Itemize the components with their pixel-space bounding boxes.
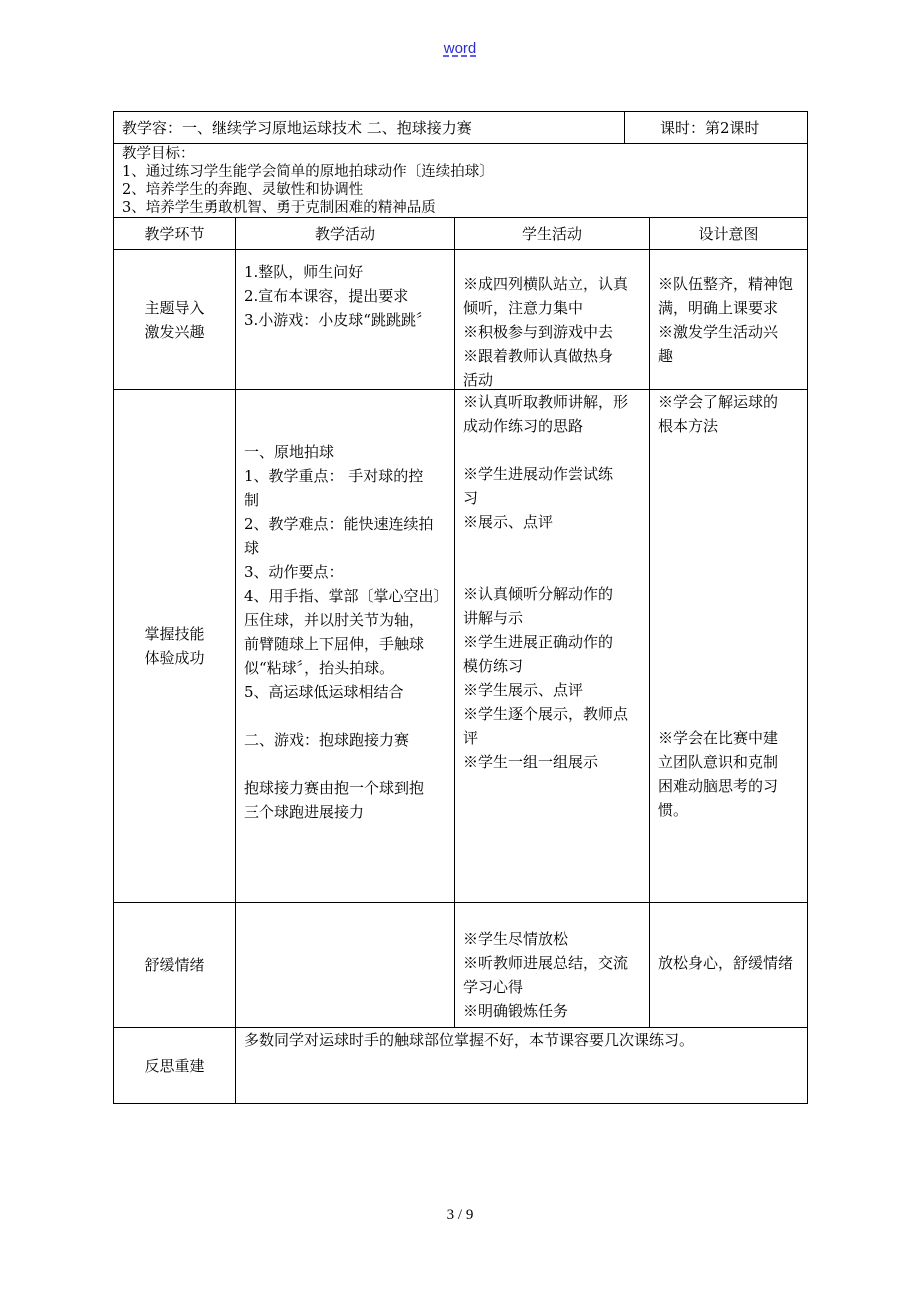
spacer xyxy=(244,704,446,728)
teaching-line: 2.宣布本课容，提出要求 xyxy=(244,287,409,305)
page-number: 3 / 9 xyxy=(446,1207,474,1223)
student-activity xyxy=(455,903,650,1027)
reflection-name: 反思重建 xyxy=(114,1028,236,1103)
student-line: ※明确锻炼任务 xyxy=(463,1002,569,1020)
student-line: 活动 xyxy=(463,371,494,389)
goal-item: 2、培养学生的奔跑、灵敏性和协调性 xyxy=(122,182,364,198)
teaching-line: 球 xyxy=(244,539,260,557)
spacer xyxy=(463,534,641,558)
teaching-activity xyxy=(236,390,455,902)
period-cell xyxy=(625,112,807,143)
intent-line: 根本方法 xyxy=(658,417,719,435)
intent-line: ※学会在比赛中建 xyxy=(658,729,779,747)
goal-item: 1、通过练习学生能学会简单的原地拍球动作〔连续拍球〕 xyxy=(122,164,494,180)
goal-item: 3、培养学生勇敢机智、勇于克制困难的精神品质 xyxy=(122,200,436,216)
spacer xyxy=(658,438,799,726)
lesson-plan-table xyxy=(113,111,808,1104)
teaching-line: 抱球接力赛由抱一个球到抱 xyxy=(244,779,425,797)
content-label: 教学容：一、继续学习原地运球技术 二、抱球接力赛 xyxy=(122,119,472,137)
teaching-activity xyxy=(236,903,455,1027)
header-student: 学生活动 xyxy=(455,218,650,249)
student-line: ※学生一组一组展示 xyxy=(463,753,599,771)
section-name-line: 掌握技能 xyxy=(144,625,205,643)
teaching-line: 3、动作要点： xyxy=(244,563,344,581)
student-line: ※认真倾听分解动作的 xyxy=(463,585,614,603)
section-name-line: 舒缓情绪 xyxy=(144,956,205,974)
teaching-line: 1.整队，师生问好 xyxy=(244,263,364,281)
student-line: ※认真听取教师讲解，形 xyxy=(463,393,629,411)
design-intent xyxy=(650,903,807,1027)
section-name-line: 主题导入 xyxy=(144,298,205,317)
teaching-line: 似“粘球〞，抬头拍球。 xyxy=(244,659,395,677)
goals-cell xyxy=(114,144,807,217)
header-word-link[interactable]: word xyxy=(443,40,477,57)
period-label: 课时：第2课时 xyxy=(660,119,760,137)
teaching-line: 1、教学重点： 手对球的控 xyxy=(244,467,424,485)
student-line: ※学生展示、点评 xyxy=(463,681,584,699)
student-line: 习 xyxy=(463,489,479,507)
section-relax xyxy=(114,903,807,1028)
reflection-text: 多数同学对运球时手的触球部位掌握不好，本节课容要几次课练习。 xyxy=(244,1031,695,1049)
student-line: ※跟着教师认真做热身 xyxy=(463,347,614,365)
header-intent: 设计意图 xyxy=(698,224,759,243)
student-line: ※听教师进展总结，交流 xyxy=(463,954,629,972)
section-name-line: 体验成功 xyxy=(144,649,205,667)
goals-row xyxy=(114,144,807,218)
section-name-line: 激发兴趣 xyxy=(144,322,205,341)
teaching-line: 5、高运球低运球相结合 xyxy=(244,683,404,701)
header-stage: 教学环节 xyxy=(114,218,236,249)
student-line: ※展示、点评 xyxy=(463,513,554,531)
spacer xyxy=(463,558,641,582)
intent-line: ※激发学生活动兴 xyxy=(658,323,779,341)
intent-line: ※队伍整齐，精神饱 xyxy=(658,275,794,293)
teaching-activity xyxy=(236,250,455,389)
section-intro xyxy=(114,250,807,390)
student-line: 模仿练习 xyxy=(463,657,524,675)
section-name xyxy=(114,903,236,1027)
goals-title: 教学目标： xyxy=(122,146,195,162)
intent-line: 惯。 xyxy=(658,801,689,819)
teaching-line: 3.小游戏：小皮球“跳跳跳〞 xyxy=(244,311,431,329)
spacer xyxy=(244,752,446,776)
section-skill xyxy=(114,390,807,903)
intent-line: 困难动脑思考的习 xyxy=(658,777,779,795)
student-line: 成动作练习的思路 xyxy=(463,417,584,435)
student-line: ※学生进展正确动作的 xyxy=(463,633,614,651)
student-activity xyxy=(455,250,650,389)
intent-line: 满，明确上课要求 xyxy=(658,299,779,317)
section-reflection xyxy=(114,1028,807,1103)
teaching-line: 制 xyxy=(244,491,260,509)
header-row xyxy=(114,218,807,250)
intent-line: 立团队意识和克制 xyxy=(658,753,779,771)
student-line: 学习心得 xyxy=(463,978,524,996)
student-line: ※成四列横队站立，认真 xyxy=(463,275,629,293)
teaching-line: 前臂随球上下屈伸，手触球 xyxy=(244,635,425,653)
content-cell xyxy=(114,112,625,143)
header-teaching: 教学活动 xyxy=(236,218,455,249)
reflection-text-cell xyxy=(236,1028,807,1103)
section-name xyxy=(114,390,236,902)
intent-line: 放松身心，舒缓情绪 xyxy=(658,954,794,972)
teaching-line: 4、用手指、掌部〔掌心空出〕 xyxy=(244,587,449,605)
intent-line: 趣 xyxy=(658,347,674,365)
student-line: ※积极参与到游戏中去 xyxy=(463,323,614,341)
student-line: ※学生尽情放松 xyxy=(463,930,569,948)
teaching-line: 2、教学难点：能快速连续拍 xyxy=(244,515,434,533)
section-name xyxy=(114,250,236,389)
intent-line: ※学会了解运球的 xyxy=(658,393,779,411)
teaching-line: 压住球，并以肘关节为轴， xyxy=(244,611,425,629)
design-intent xyxy=(650,390,807,902)
content-row xyxy=(114,112,807,144)
teaching-line: 三个球跑进展接力 xyxy=(244,803,365,821)
teaching-line: 一、原地拍球 xyxy=(244,443,335,461)
spacer xyxy=(463,438,641,462)
student-line: 讲解与示 xyxy=(463,609,524,627)
student-line: ※学生逐个展示，教师点 xyxy=(463,705,629,723)
design-intent xyxy=(650,250,807,389)
student-activity xyxy=(455,390,650,902)
student-line: 评 xyxy=(463,729,479,747)
student-line: ※学生进展动作尝试练 xyxy=(463,465,614,483)
teaching-line: 二、游戏：抱球跑接力赛 xyxy=(244,731,410,749)
student-line: 倾听，注意力集中 xyxy=(463,299,584,317)
